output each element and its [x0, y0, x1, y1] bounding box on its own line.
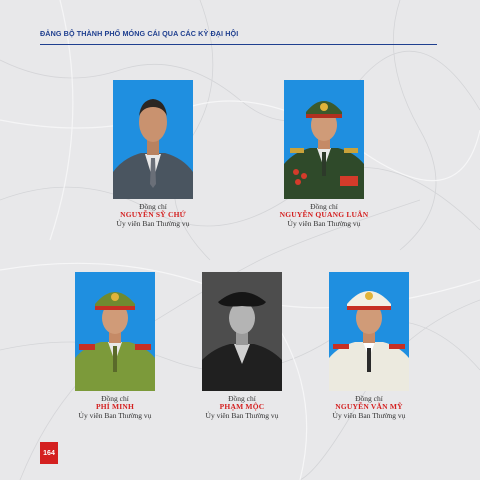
- person-card: [304, 272, 434, 420]
- person-role: Ủy viên Ban Thường vụ: [332, 411, 406, 420]
- salutation: Đồng chí: [228, 394, 256, 403]
- portrait-photo: [202, 272, 282, 391]
- person-role: Ủy viên Ban Thường vụ: [205, 411, 279, 420]
- person-card: [259, 80, 389, 228]
- portrait-photo: [75, 272, 155, 391]
- person-card: [50, 272, 180, 420]
- person-name: PHẠM MỘC: [219, 402, 265, 411]
- person-card: [177, 272, 307, 420]
- person-role: Ủy viên Ban Thường vụ: [116, 219, 190, 228]
- portrait-photo: [329, 272, 409, 391]
- person-name: NGUYỄN VĂN MỸ: [335, 402, 403, 411]
- page-number: 164: [40, 442, 58, 464]
- person-name: NGUYỄN SỸ CHỨ: [120, 210, 186, 219]
- person-name: NGUYỄN QUANG LUÂN: [279, 210, 369, 219]
- person-role: Ủy viên Ban Thường vụ: [287, 219, 361, 228]
- person-card: [88, 80, 218, 228]
- person-role: Ủy viên Ban Thường vụ: [78, 411, 152, 420]
- salutation: Đồng chí: [355, 394, 383, 403]
- portrait-photo: [284, 80, 364, 199]
- portrait-photo: [113, 80, 193, 199]
- person-name: PHÍ MINH: [95, 402, 135, 411]
- header-rule: [40, 44, 437, 45]
- page-header: ĐẢNG BỘ THÀNH PHỐ MÓNG CÁI QUA CÁC KỲ ĐẠI HỘI: [40, 29, 239, 38]
- salutation: Đồng chí: [310, 202, 338, 211]
- salutation: Đồng chí: [101, 394, 129, 403]
- salutation: Đồng chí: [139, 202, 167, 211]
